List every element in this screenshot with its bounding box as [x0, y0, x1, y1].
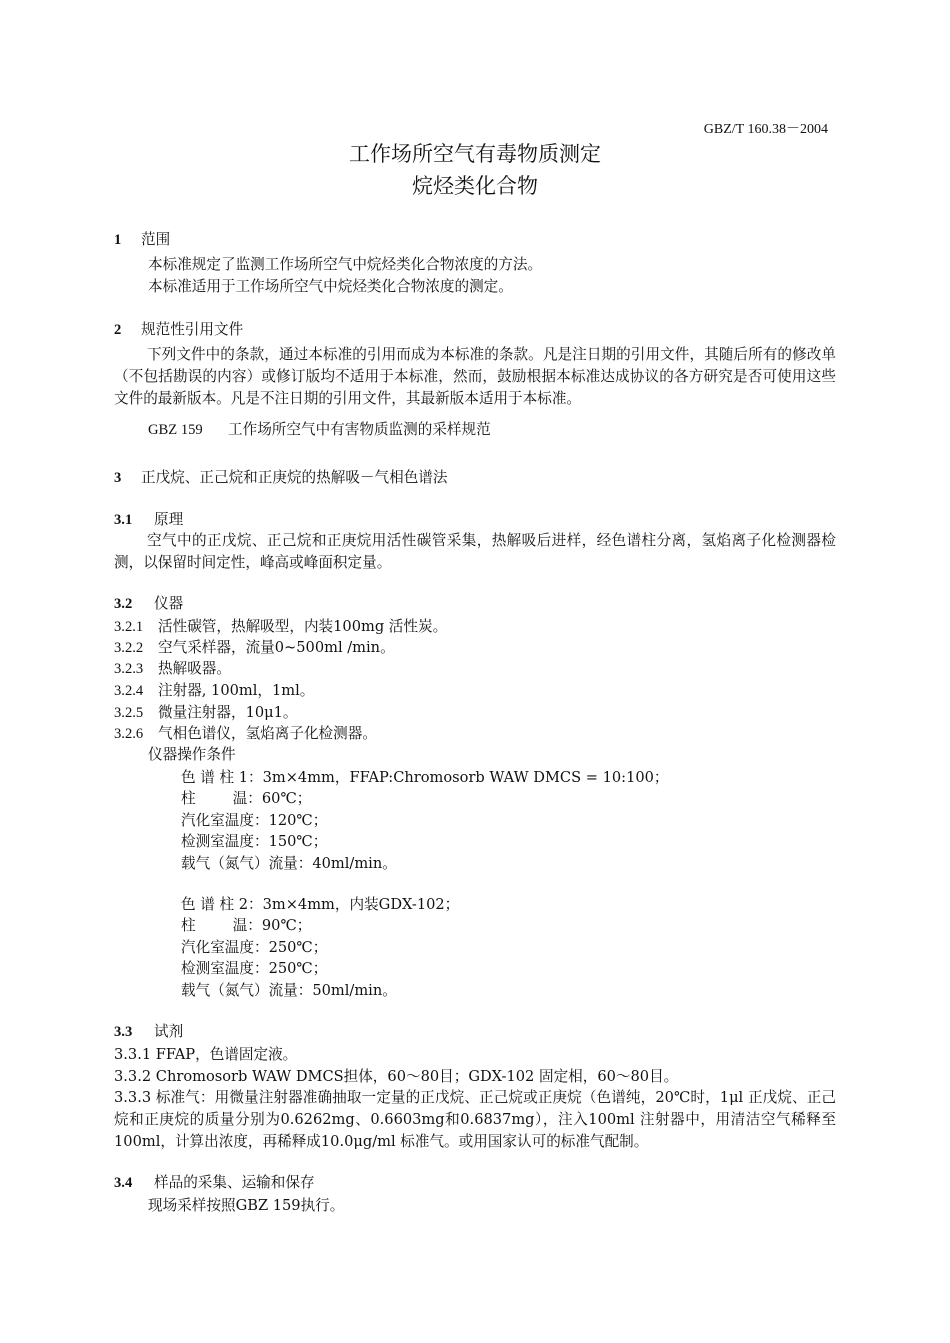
item-number: 3.2.2: [114, 640, 144, 656]
item-text: 活性碳管，热解吸型，内装100mg 活性炭。: [158, 618, 448, 635]
column-1-condition: 检测室温度：150℃；: [181, 833, 328, 850]
column-1-condition: 载气（氮气）流量：40ml/min。: [181, 855, 397, 872]
section-3-1-heading: [114, 510, 183, 530]
reference-title: 工作场所空气中有害物质监测的采样规范: [228, 421, 491, 438]
section-3-1-paragraph: 空气中的正戊烷、正己烷和正庚烷用活性碳管采集，热解吸后进样，经色谱柱分离，氢焰离子化检测器检测，以保留时间定性，峰高或峰面积定量。: [114, 532, 836, 571]
item-text: 气相色谱仪，氢焰离子化检测器。: [158, 725, 377, 742]
item-text: 注射器, 100ml，1ml。: [158, 682, 315, 699]
column-2-condition: 柱 温：90℃；: [181, 917, 312, 934]
reagent-item: 3.3.2 Chromosorb WAW DMCS担体，60～80目；GDX-102 固定相，60～80目。: [114, 1068, 679, 1085]
section-number: 3: [114, 470, 122, 486]
column-2-condition: 汽化室温度：250℃；: [181, 939, 328, 956]
reagent-item: 3.3.1 FFAP，色谱固定液。: [114, 1046, 298, 1063]
section-1-para-1: 本标准规定了监测工作场所空气中烷烃类化合物浓度的方法。: [148, 256, 543, 273]
section-2-heading: [114, 320, 243, 340]
section-title: 范围: [141, 231, 171, 248]
column-2-condition: 色 谱 柱 2：3m×4mm，内装GDX-102；: [181, 896, 460, 913]
section-number: 3.2: [114, 596, 133, 612]
column-2-condition: 载气（氮气）流量：50ml/min。: [181, 982, 397, 999]
instrument-item: [114, 724, 377, 744]
title-line-1: 工作场所空气有毒物质测定: [349, 142, 601, 166]
section-title: 样品的采集、运输和保存: [154, 1174, 315, 1191]
item-text: 空气采样器，流量0~500ml /min。: [158, 639, 395, 656]
section-3-2-heading: [114, 594, 183, 614]
instrument-item: [114, 638, 395, 658]
reference-code: GBZ 159: [148, 422, 203, 438]
item-number: 3.2.3: [114, 661, 144, 677]
column-1-condition: 汽化室温度：120℃；: [181, 812, 328, 829]
section-title: 原理: [154, 511, 184, 528]
section-number: 3.4: [114, 1175, 133, 1191]
instrument-item: [114, 703, 298, 723]
section-title: 规范性引用文件: [141, 321, 244, 338]
section-1-heading: [114, 230, 170, 250]
reagent-item-standard-gas: 3.3.3 标准气：用微量注射器准确抽取一定量的正戊烷、正己烷或正庚烷（色谱纯，20℃时，1μl 正戊烷、正己烷和正庚烷的质量分别为0.6262mg、0.6603mg和0.6837mg），注入100ml 注射器中，用清洁空气稀释至100ml，计算出浓度，再稀释成10.0μg/ml 标准气。或用国家认可的标准气配制。: [114, 1089, 836, 1150]
instrument-item: [114, 681, 314, 701]
section-3-4-heading: [114, 1173, 315, 1193]
section-title: 试剂: [154, 1023, 184, 1040]
section-1-para-2: 本标准适用于工作场所空气中烷烃类化合物浓度的测定。: [148, 278, 513, 295]
section-2-paragraph: 下列文件中的条款，通过本标准的引用而成为本标准的条款。凡是注日期的引用文件，其随后所有的修改单（不包括勘误的内容）或修订版均不适用于本标准，然而，鼓励根据本标准达成协议的各方研究是否可使用这些文件的最新版本。凡是不注日期的引用文件，其最新版本适用于本标准。: [114, 346, 836, 407]
item-number: 3.2.4: [114, 683, 144, 699]
section-title: 正戊烷、正己烷和正庚烷的热解吸－气相色谱法: [141, 469, 448, 486]
standard-number: GBZ/T 160.38－2004: [703, 122, 828, 137]
item-text: 热解吸器。: [158, 660, 231, 677]
section-3-4-paragraph: 现场采样按照GBZ 159执行。: [148, 1197, 345, 1214]
section-number: 3.1: [114, 512, 133, 528]
section-number: 2: [114, 322, 122, 338]
column-1-condition: 色 谱 柱 1：3m×4mm，FFAP:Chromosorb WAW DMCS = 10:100；: [181, 769, 669, 786]
normative-reference: [148, 420, 491, 440]
section-3-heading: [114, 468, 447, 488]
item-number: 3.2.5: [114, 705, 144, 721]
item-text: 微量注射器，10μ1。: [158, 704, 298, 721]
column-1-condition: 柱 温：60℃；: [181, 790, 312, 807]
instrument-item: [114, 617, 447, 637]
column-2-condition: 检测室温度：250℃；: [181, 960, 328, 977]
conditions-heading: 仪器操作条件: [148, 746, 236, 763]
section-number: 3.3: [114, 1024, 133, 1040]
section-title: 仪器: [154, 595, 184, 612]
instrument-item: [114, 659, 231, 679]
item-number: 3.2.1: [114, 619, 144, 635]
item-number: 3.2.6: [114, 726, 144, 742]
title-line-2: 烷烃类化合物: [412, 174, 538, 198]
section-3-3-heading: [114, 1022, 183, 1042]
section-number: 1: [114, 232, 122, 248]
